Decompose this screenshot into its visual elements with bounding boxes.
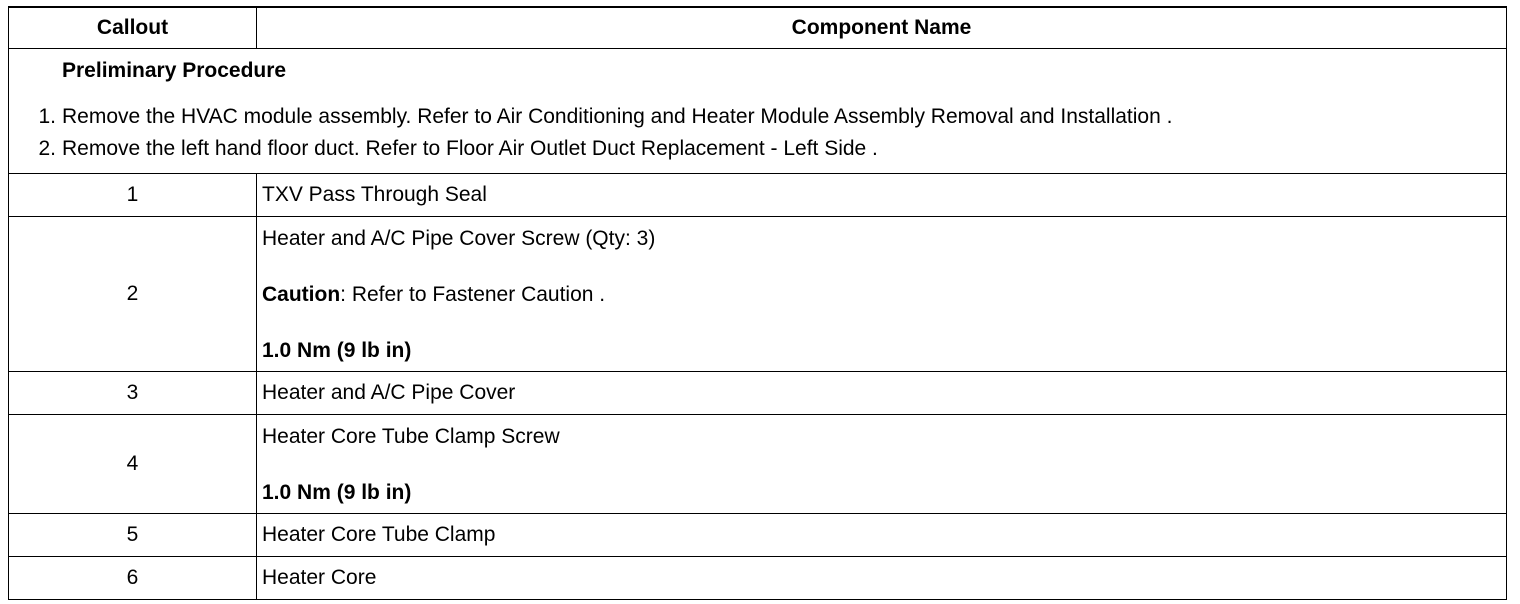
component-name-cell: Heater and A/C Pipe Cover [257, 372, 1507, 415]
step-number: 2. [38, 137, 56, 160]
component-name-cell: Heater Core Tube Clamp [257, 514, 1507, 557]
component-table-container [8, 6, 1506, 600]
torque-spec: 1.0 Nm (9 lb in) [262, 481, 412, 504]
table-row [9, 174, 1507, 217]
component-name-text: Heater and A/C Pipe Cover Screw (Qty: 3) [262, 227, 656, 250]
table-row [9, 514, 1507, 557]
preliminary-procedure-heading: Preliminary Procedure [62, 59, 287, 82]
step-text: Remove the left hand floor duct. Refer to Floor Air Outlet Duct Replacement - Left Side . [62, 137, 878, 160]
callout-cell: 1 [9, 174, 257, 217]
callout-cell: 3 [9, 372, 257, 415]
callout-cell: 2 [9, 217, 257, 372]
preliminary-step [9, 133, 1506, 165]
table-row [9, 372, 1507, 415]
callout-cell: 4 [9, 415, 257, 514]
preliminary-procedure-cell [9, 49, 1507, 174]
preliminary-step [9, 101, 1506, 133]
component-name-cell [257, 217, 1507, 372]
callout-cell: 6 [9, 557, 257, 600]
component-name-column-header: Component Name [257, 7, 1507, 49]
table-row [9, 415, 1507, 514]
component-name-text: Heater Core Tube Clamp Screw [262, 425, 560, 448]
caution-label: Caution [262, 283, 341, 306]
component-name-cell: TXV Pass Through Seal [257, 174, 1507, 217]
step-number: 1. [38, 105, 56, 128]
component-table [8, 6, 1507, 600]
torque-spec: 1.0 Nm (9 lb in) [262, 339, 412, 362]
component-name-cell [257, 415, 1507, 514]
caution-text: : Refer to Fastener Caution . [340, 283, 606, 306]
caution-note [262, 283, 1506, 307]
table-header-row [9, 7, 1507, 49]
table-row [9, 217, 1507, 372]
table-row [9, 557, 1507, 600]
preliminary-procedure-row [9, 49, 1507, 174]
step-text: Remove the HVAC module assembly. Refer to Air Conditioning and Heater Module Assembly Removal and Installation . [62, 105, 1173, 128]
callout-cell: 5 [9, 514, 257, 557]
component-name-cell: Heater Core [257, 557, 1507, 600]
callout-column-header: Callout [9, 7, 257, 49]
preliminary-steps-list [9, 101, 1506, 165]
